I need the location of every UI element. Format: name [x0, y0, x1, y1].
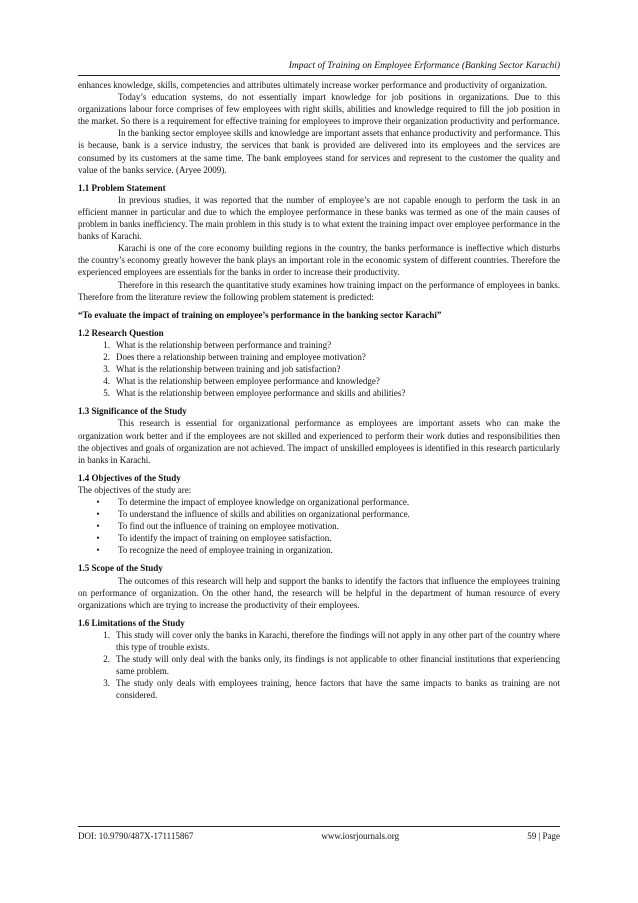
list-item: 3. The study only deals with employees training, hence factors that have the same impacts to banks as training are not considered. [103, 678, 560, 701]
heading-scope: 1.5 Scope of the Study [78, 563, 163, 574]
heading-research-question: 1.2 Research Question [78, 327, 164, 338]
bullet-icon: • [96, 497, 100, 507]
intro-paragraph-3: In the banking sector employee skills and knowledge are important assets that enhance productivity and performance. This is because, bank is a service industry, the services that bank is provided are delivered into its employees and the services are consumed by its customers at the same time. The bank employees stand for services and represent to the customer the quality and value of the banks service. (Aryee 2009). [78, 128, 560, 175]
bullet-icon: • [96, 509, 100, 520]
list-item: • To recognize the need of employee training in organization. [78, 544, 560, 556]
bullet-icon: • [96, 533, 100, 544]
problem-statement-quote: “To evaluate the impact of training on employee’s performance in the banking sector Karachi” [78, 309, 442, 320]
heading-objectives: 1.4 Objectives of the Study [78, 472, 181, 483]
header-rule [78, 75, 560, 76]
footer-page-number: 59 | Page [527, 831, 560, 841]
bullet-icon: • [96, 545, 100, 556]
heading-problem-statement: 1.1 Problem Statement [78, 182, 166, 193]
list-item: 1. This study will cover only the banks in Karachi, therefore the findings will not apply in any other part of the country where this type of trouble exists. [103, 629, 560, 653]
list-item: • To find out the influence of training on employee motivation. [78, 520, 560, 532]
footer-rule [78, 826, 560, 827]
scope-paragraph: The outcomes of this research will help and support the banks to identify the factors that influence the employees training on performance of organization. On the other hand, the research will be helpful in the department of human resource of every organizations which are trying to increase the productivity of their employees. [78, 575, 560, 610]
significance-paragraph: This research is essential for organizational performance as employees are important assets who can make the organization work better and if the employees are not skilled and experienced to perform their work duties and responsibilities then the objectives and goals of organization are not achieved. The impact of unskilled employees is identified in this research particularly in banks in Karachi. [78, 418, 560, 465]
list-item: 1. What is the relationship between performance and training? [103, 339, 332, 350]
objectives-list [78, 496, 560, 556]
list-item: 2. The study will only deal with the banks only, its findings is not applicable to other financial institutions that experiencing same problem. [103, 654, 560, 677]
list-item: • To identify the impact of training on employee satisfaction. [78, 532, 560, 544]
footer-doi: DOI: 10.9790/487X-171115867 [78, 831, 194, 841]
list-item: 3. What is the relationship between training and job satisfaction? [103, 364, 341, 375]
footer [78, 830, 560, 842]
footer-website: www.iosrjournals.org [321, 831, 400, 841]
problem-paragraph-2: Karachi is one of the core economy building regions in the country, the banks performance is ineffective which disturbs the country’s economy greatly however the bank plays an important role in the economic system of different countries. Therefore the experienced employees are essentials for the banks in order to increase their productivity. [78, 243, 560, 278]
limitations-list [78, 629, 560, 702]
intro-paragraph-1: enhances knowledge, skills, competencies and attributes ultimately increase worker performance and productivity of organization. [78, 80, 548, 90]
list-item: 5. What is the relationship between employee performance and skills and abilities? [103, 388, 406, 399]
research-question-list [78, 339, 560, 399]
body-content [78, 79, 560, 702]
problem-paragraph-1: In previous studies, it was reported that the number of employee’s are not capable enough to perform the task in an efficient manner in particular and due to which the employee performance in these banks was termed as one of the main causes of problem in banks inefficiency. The main problem in this study is to what extent the training impact over employee performance in the banks of Karachi. [78, 194, 560, 242]
list-item: 2. Does there a relationship between training and employee motivation? [103, 351, 366, 362]
bullet-icon: • [96, 521, 100, 532]
list-item: • To understand the influence of skills and abilities on organizational performance. [78, 508, 560, 520]
problem-paragraph-3: Therefore in this research the quantitative study examines how training impact on the performance of employees in banks. Therefore from the literature review the following problem statement is predicted: [78, 279, 560, 302]
running-head: Impact of Training on Employee Erformance (Banking Sector Karachi) [288, 61, 560, 71]
list-item: 4. What is the relationship between employee performance and knowledge? [103, 376, 380, 387]
objectives-lead: The objectives of the study are: [78, 484, 192, 495]
list-item: • To determine the impact of employee knowledge on organizational performance. [78, 496, 560, 508]
intro-paragraph-2: Today’s education systems, do not essentially impart knowledge for job positions in organizations. Due to this organizations labour force comprises of few employees with right skills, abilities and knowledge required to fill the job position in the market. So there is a requirement for effective training for employees to improve their organization productivity and performance. [78, 92, 560, 127]
heading-significance: 1.3 Significance of the Study [78, 406, 187, 417]
heading-limitations: 1.6 Limitations of the Study [78, 617, 185, 628]
